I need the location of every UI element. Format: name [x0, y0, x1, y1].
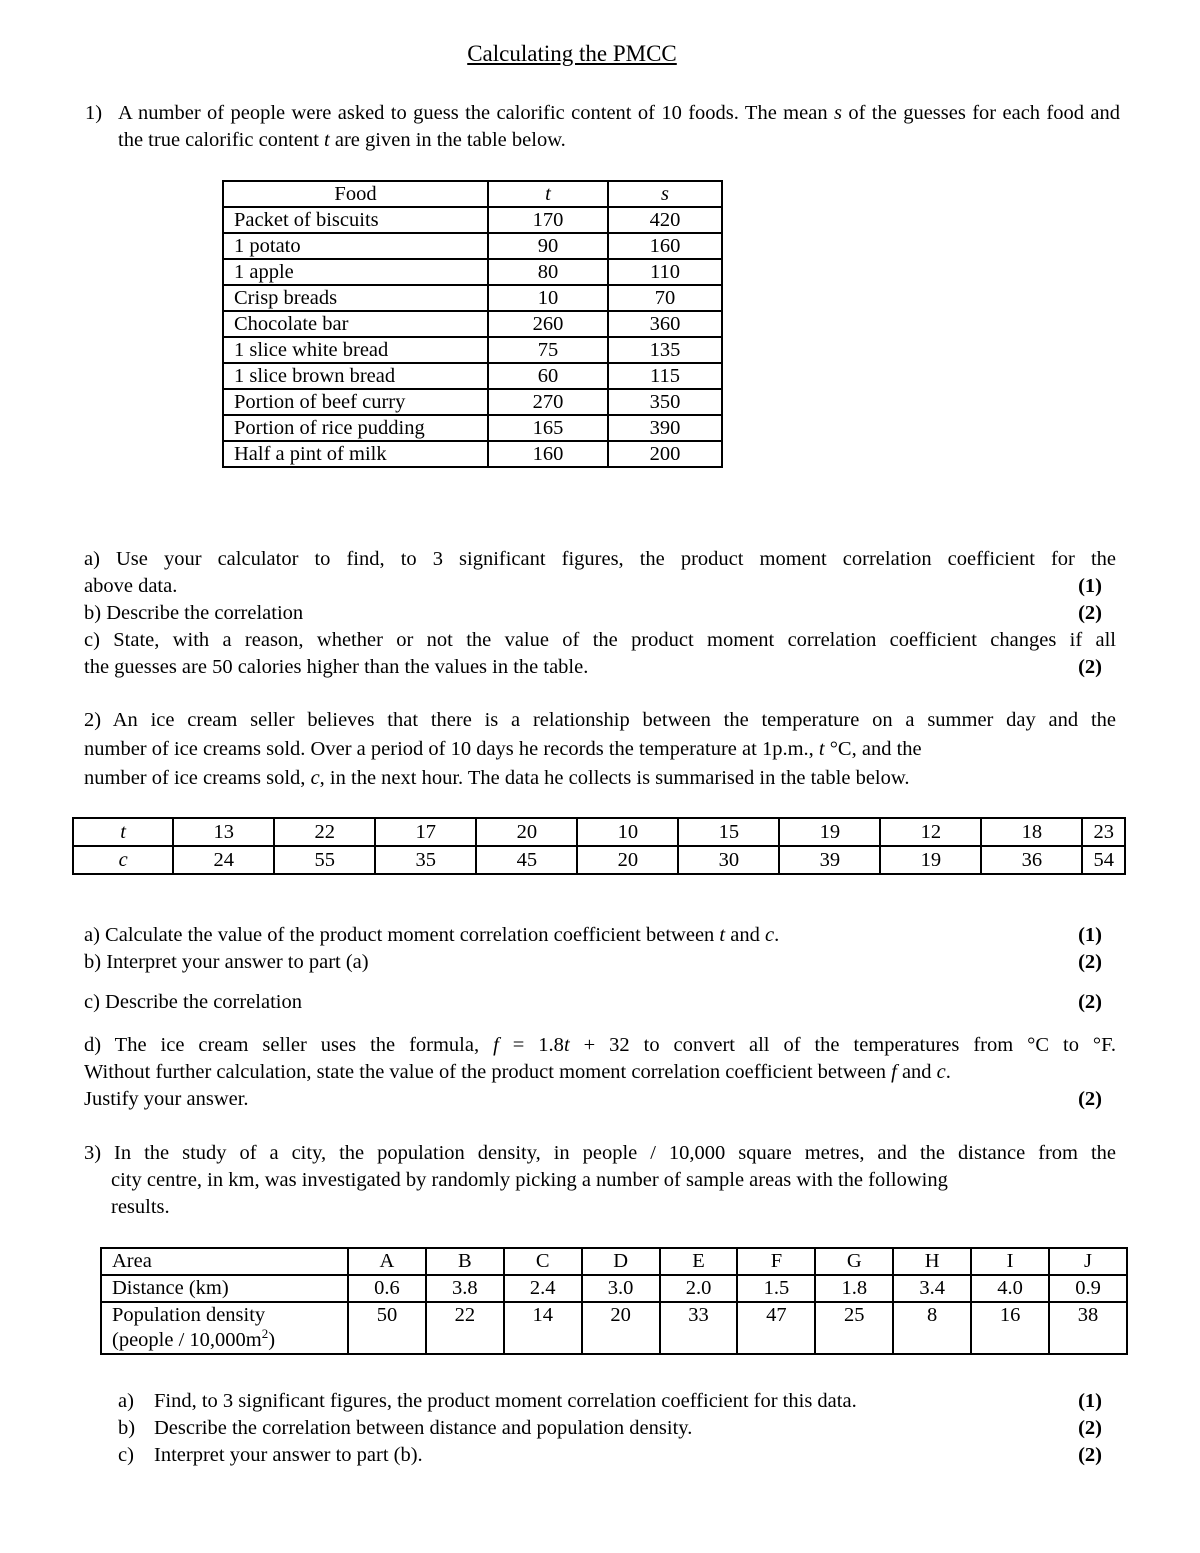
q2-part-d-line3: Justify your answer. (2) [84, 1086, 1116, 1113]
density-value: 22 [426, 1302, 504, 1354]
row-label-density: Population density (people / $10,000m^2$) [101, 1302, 348, 1354]
distance-value: 1.5 [737, 1275, 815, 1302]
c-value: 19 [880, 846, 981, 874]
area-label: A [348, 1248, 426, 1275]
header-s: s [608, 181, 722, 207]
area-label: B [426, 1248, 504, 1275]
q2-part-c: c) Describe the correlation (2) [84, 989, 1116, 1016]
q3-intro-line2: city centre, in km, was investigated by randomly picking a number of sample areas with the following [111, 1169, 948, 1191]
c-value: 24 [173, 846, 274, 874]
true-value: 75 [488, 337, 608, 363]
t-value: 12 [880, 818, 981, 846]
row-label-distance: Distance (km) [101, 1275, 348, 1302]
q3-part-b: b) Describe the correlation between distance and population density. (2) [118, 1415, 1116, 1442]
table-row-distance [101, 1275, 1127, 1302]
q1-intro [85, 100, 1120, 154]
q3-parts [118, 1388, 1116, 1469]
guess-value: 420 [608, 207, 722, 233]
guess-value: 135 [608, 337, 722, 363]
table-row [223, 311, 722, 337]
c-value: 30 [678, 846, 779, 874]
density-value: 47 [737, 1302, 815, 1354]
food-name: Portion of rice pudding [223, 415, 488, 441]
distance-value: 4.0 [971, 1275, 1049, 1302]
q3-intro-line1: 3) In the study of a city, the population density, in people / 10,000 square metres, and the distance from the [84, 1142, 1116, 1164]
q2-parts-ab [84, 922, 1116, 976]
area-label: J [1049, 1248, 1127, 1275]
q1-parts [84, 546, 1116, 681]
food-name: 1 apple [223, 259, 488, 285]
table-row-t [73, 818, 1125, 846]
food-name: Packet of biscuits [223, 207, 488, 233]
density-value: 16 [971, 1302, 1049, 1354]
header-t: t [488, 181, 608, 207]
t-value: 10 [577, 818, 678, 846]
area-label: C [504, 1248, 582, 1275]
q1-part-a-line2: above data. (1) [84, 573, 1116, 600]
true-value: 165 [488, 415, 608, 441]
q2-intro-line2: number of ice creams sold. Over a period of 10 days he records the temperature at 1p.m., t °C, and the [84, 738, 922, 760]
q2-part-d-block [84, 1032, 1116, 1113]
food-name: Chocolate bar [223, 311, 488, 337]
guess-value: 110 [608, 259, 722, 285]
c-value: 55 [274, 846, 375, 874]
distance-value: 3.8 [426, 1275, 504, 1302]
marks: (2) [1078, 1444, 1102, 1466]
true-value: 160 [488, 441, 608, 467]
table-row-area [101, 1248, 1127, 1275]
area-label: H [893, 1248, 971, 1275]
icecream-table [72, 817, 1126, 875]
marks: (2) [1078, 656, 1102, 678]
guess-value: 115 [608, 363, 722, 389]
food-name: 1 slice brown bread [223, 363, 488, 389]
table-row [223, 207, 722, 233]
q2-intro-line3: number of ice creams sold, c, in the next hour. The data he collects is summarised in the table below. [84, 767, 910, 789]
table-row [223, 285, 722, 311]
t-value: 23 [1082, 818, 1125, 846]
c-value: 45 [476, 846, 577, 874]
distance-value: 1.8 [815, 1275, 893, 1302]
row-label-area: Area [101, 1248, 348, 1275]
density-value: 8 [893, 1302, 971, 1354]
q3-intro-line3: results. [111, 1196, 170, 1218]
table-row-c [73, 846, 1125, 874]
t-value: 17 [375, 818, 476, 846]
q2-part-d-line1: d) The ice cream seller uses the formula, f = 1.8t + 32 to convert all of the temperatures from °C to °F. [84, 1034, 1117, 1056]
table-row [223, 259, 722, 285]
guess-value: 350 [608, 389, 722, 415]
table-header-row [223, 181, 722, 207]
true-value: 80 [488, 259, 608, 285]
area-label: F [737, 1248, 815, 1275]
density-value: 33 [660, 1302, 738, 1354]
area-label: E [660, 1248, 738, 1275]
header-food: Food [223, 181, 488, 207]
row-label-t: t [73, 818, 173, 846]
distance-value: 2.0 [660, 1275, 738, 1302]
q3-part-c: c) Interpret your answer to part (b). (2) [118, 1442, 1116, 1469]
density-value: 38 [1049, 1302, 1127, 1354]
food-name: Half a pint of milk [223, 441, 488, 467]
food-name: Crisp breads [223, 285, 488, 311]
q2-intro-line1: 2) An ice cream seller believes that there is a relationship between the temperature on a summer day and the [84, 709, 1116, 731]
distance-value: 0.6 [348, 1275, 426, 1302]
q1-intro-text: A number of people were asked to guess the calorific content of 10 foods. The mean s of the guesses for each food and the true calorific content t are given in the table below. [118, 102, 1120, 151]
guess-value: 70 [608, 285, 722, 311]
marks: (1) [1078, 1390, 1102, 1412]
t-value: 22 [274, 818, 375, 846]
t-value: 13 [173, 818, 274, 846]
table-row [223, 233, 722, 259]
q1-number: 1) [85, 102, 103, 124]
food-name: 1 slice white bread [223, 337, 488, 363]
c-value: 35 [375, 846, 476, 874]
t-value: 15 [678, 818, 779, 846]
marks: (1) [1078, 575, 1102, 597]
q2-part-a: a) Calculate the value of the product moment correlation coefficient between t and c. (1) [84, 922, 1116, 949]
guess-value: 160 [608, 233, 722, 259]
distance-value: 0.9 [1049, 1275, 1127, 1302]
true-value: 10 [488, 285, 608, 311]
table-row [223, 415, 722, 441]
guess-value: 390 [608, 415, 722, 441]
true-value: 260 [488, 311, 608, 337]
c-value: 39 [779, 846, 880, 874]
table-row [223, 441, 722, 467]
table-row-density [101, 1302, 1127, 1354]
q2-part-c-block [84, 989, 1116, 1016]
true-value: 60 [488, 363, 608, 389]
q3-part-a: a) Find, to 3 significant figures, the product moment correlation coefficient for this data. (1) [118, 1388, 1116, 1415]
marks: (1) [1078, 924, 1102, 946]
density-value: 20 [582, 1302, 660, 1354]
density-value: 50 [348, 1302, 426, 1354]
marks: (2) [1078, 602, 1102, 624]
q2-part-d-line2: Without further calculation, state the value of the product moment correlation coefficient between f and c. [84, 1061, 951, 1083]
true-value: 170 [488, 207, 608, 233]
area-label: D [582, 1248, 660, 1275]
guess-value: 360 [608, 311, 722, 337]
table-row [223, 389, 722, 415]
distance-value: 2.4 [504, 1275, 582, 1302]
true-value: 90 [488, 233, 608, 259]
row-label-c: c [73, 846, 173, 874]
area-label: G [815, 1248, 893, 1275]
marks: (2) [1078, 991, 1102, 1013]
area-label: I [971, 1248, 1049, 1275]
t-value: 18 [981, 818, 1082, 846]
q1-part-c-line1: c) State, with a reason, whether or not the value of the product moment correlation coefficient changes if all [84, 629, 1116, 651]
q1-part-b: b) Describe the correlation (2) [84, 600, 1116, 627]
q1-part-a-line1: a) Use your calculator to find, to 3 significant figures, the product moment correlation coefficient for the [84, 548, 1116, 570]
table-row [223, 363, 722, 389]
t-value: 19 [779, 818, 880, 846]
c-value: 54 [1082, 846, 1125, 874]
guess-value: 200 [608, 441, 722, 467]
q1-part-c-line2: the guesses are 50 calories higher than the values in the table. (2) [84, 654, 1116, 681]
q3-intro [84, 1140, 1116, 1221]
density-value: 25 [815, 1302, 893, 1354]
t-value: 20 [476, 818, 577, 846]
food-name: 1 potato [223, 233, 488, 259]
marks: (2) [1078, 1088, 1102, 1110]
table-row [223, 337, 722, 363]
food-calorie-table [222, 180, 723, 468]
q2-part-b: b) Interpret your answer to part (a) (2) [84, 949, 1116, 976]
page-title: Calculating the PMCC [467, 41, 677, 66]
marks: (2) [1078, 951, 1102, 973]
population-density-table [100, 1247, 1128, 1355]
distance-value: 3.4 [893, 1275, 971, 1302]
c-value: 36 [981, 846, 1082, 874]
marks: (2) [1078, 1417, 1102, 1439]
true-value: 270 [488, 389, 608, 415]
distance-value: 3.0 [582, 1275, 660, 1302]
density-value: 14 [504, 1302, 582, 1354]
q2-intro [84, 707, 1116, 792]
c-value: 20 [577, 846, 678, 874]
food-name: Portion of beef curry [223, 389, 488, 415]
